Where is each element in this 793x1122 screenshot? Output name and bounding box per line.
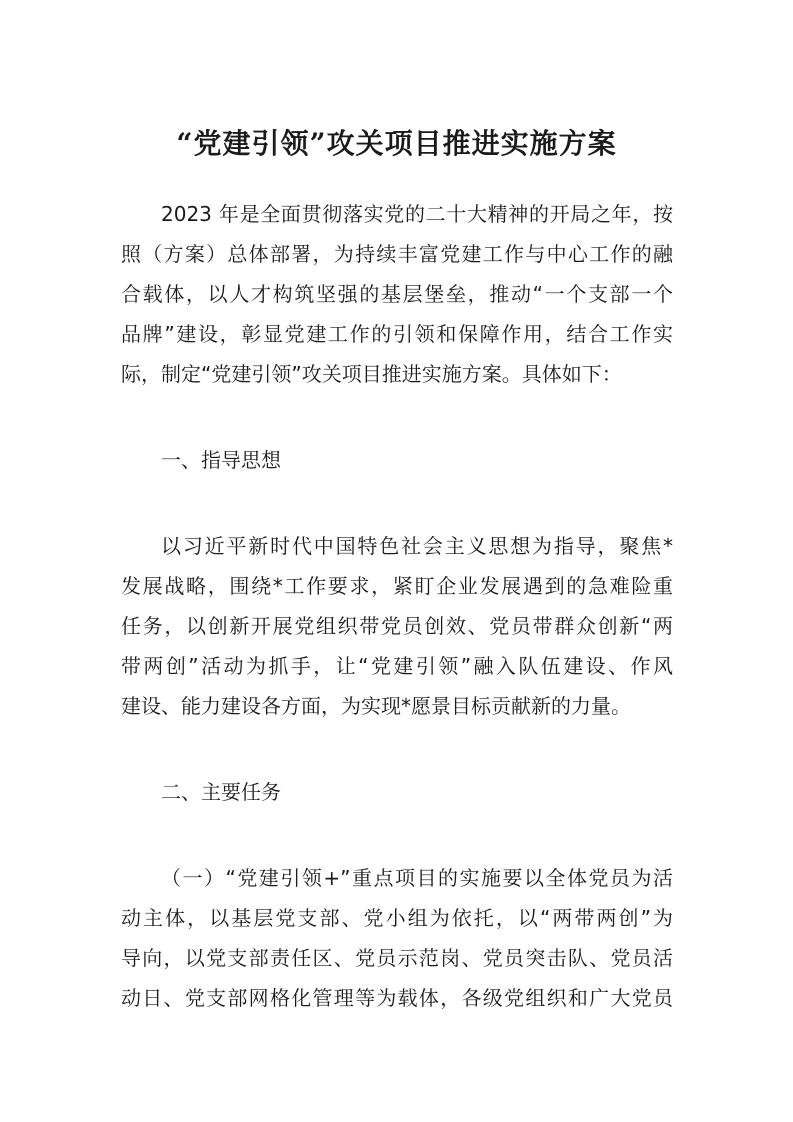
main-tasks-paragraph bbox=[121, 858, 673, 1018]
paragraph-line: （一）“党建引领+”重点项目的实施要以全体党员为活 bbox=[161, 866, 673, 890]
paragraph-line: 建设、能力建设各方面，为实现*愿景目标贡献新的力量。 bbox=[121, 694, 631, 718]
paragraph-line: 导向，以党支部责任区、党员示范岗、党员突击队、党员活 bbox=[121, 946, 673, 970]
paragraph-line: 以习近平新时代中国特色社会主义思想为指导，聚焦* bbox=[161, 534, 673, 558]
paragraph-line: 际，制定“党建引领”攻关项目推进实施方案。具体如下： bbox=[121, 362, 622, 386]
paragraph-line: 动日、党支部网格化管理等为载体，各级党组织和广大党员 bbox=[121, 986, 673, 1010]
paragraph-line: 品牌”建设，彰显党建工作的引领和保障作用，结合工作实 bbox=[121, 322, 673, 346]
paragraph-line: 照（方案）总体部署，为持续丰富党建工作与中心工作的融 bbox=[121, 242, 673, 266]
paragraph-line: 合载体，以人才构筑坚强的基层堡垒，推动“一个支部一个 bbox=[121, 282, 673, 306]
paragraph-line: 动主体，以基层党支部、党小组为依托，以“两带两创”为 bbox=[121, 906, 673, 930]
guiding-thought-paragraph bbox=[121, 526, 673, 726]
paragraph-line: 任务，以创新开展党组织带党员创效、党员带群众创新“两 bbox=[121, 614, 673, 638]
intro-paragraph bbox=[121, 194, 673, 394]
paragraph-line: 发展战略，围绕*工作要求，紧盯企业发展遇到的急难险重 bbox=[121, 574, 673, 598]
document-title: “党建引领”攻关项目推进实施方案 bbox=[176, 127, 617, 160]
paragraph-line: 带两创”活动为抓手，让“党建引领”融入队伍建设、作风 bbox=[121, 654, 673, 678]
section-heading: 一、指导思想 bbox=[161, 448, 281, 472]
section-heading: 二、主要任务 bbox=[161, 780, 281, 804]
paragraph-line: 2023 年是全面贯彻落实党的二十大精神的开局之年，按 bbox=[161, 202, 673, 226]
